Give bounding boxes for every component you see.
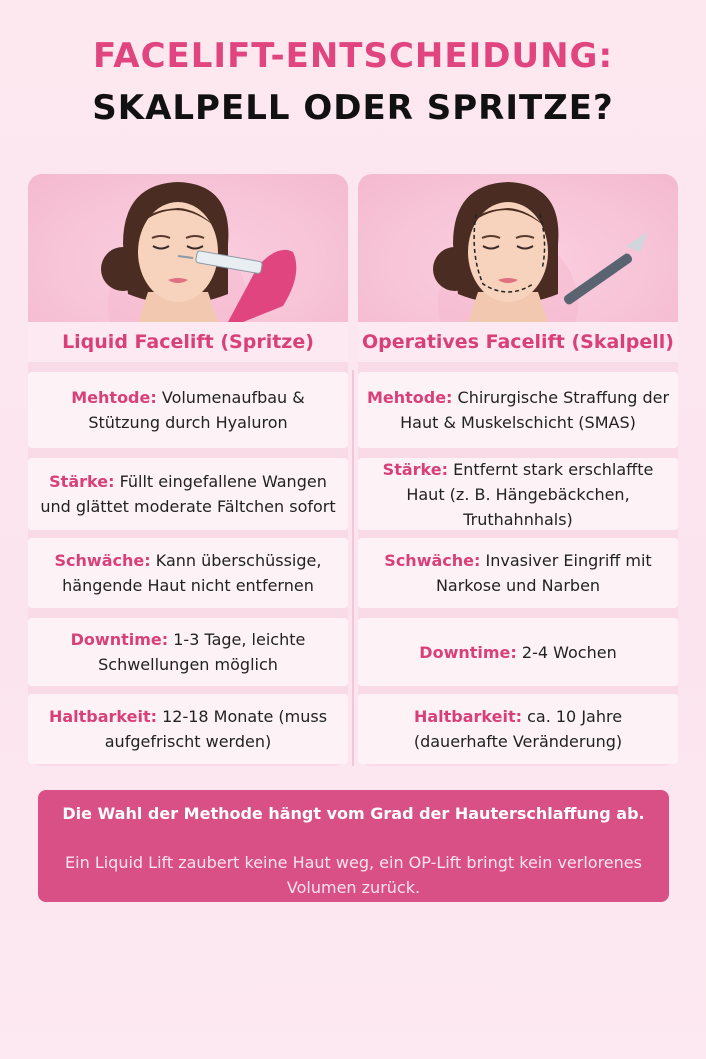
row-label: Stärke: [382, 459, 448, 479]
left-row-weakness [28, 538, 348, 608]
column-divider [352, 370, 354, 766]
woman-scalpel-illustration [358, 174, 678, 322]
surgical-facelift-illustration [358, 174, 678, 322]
left-row-method [28, 372, 348, 448]
row-text: 1-3 Tage, leichte Schwellungen möglich [98, 630, 306, 674]
row-label: Mehtode: [71, 388, 157, 407]
conclusion-text: Ein Liquid Lift zaubert keine Haut weg, ein OP-Lift bringt kein verlorenes Volumen zurück. [65, 853, 642, 897]
row-text: Volumenaufbau & Stützung durch Hyaluron [88, 388, 305, 432]
row-text: Invasiver Eingriff mit Narkose und Narben [435, 551, 652, 595]
woman-injection-illustration [28, 174, 348, 322]
right-row-method [358, 372, 678, 448]
surgical-facelift-column [358, 174, 678, 766]
right-row-weakness [358, 538, 678, 608]
row-text: Kann überschüssige, hängende Haut nicht entfernen [62, 551, 322, 595]
row-text: 12-18 Monate (muss aufgefrischt werden) [104, 707, 328, 751]
left-row-durability [28, 694, 348, 764]
row-text: Entfernt stark erschlaffte Haut (z. B. Hängebäckchen, Truthahnhals) [406, 459, 654, 529]
conclusion-banner [38, 790, 669, 902]
row-text: Füllt eingefallene Wangen und glättet moderate Fältchen sofort [40, 472, 336, 516]
left-row-downtime [28, 618, 348, 686]
row-label: Stärke: [49, 472, 115, 491]
row-label: Downtime: [419, 642, 517, 662]
row-text: Chirurgische Straffung der Haut & Muskelschicht (SMAS) [400, 388, 670, 432]
row-label: Schwäche: [384, 551, 481, 570]
surgical-facelift-heading: Operatives Facelift (Skalpell) [358, 322, 678, 362]
row-label: Mehtode: [366, 388, 453, 407]
row-label: Downtime: [70, 630, 169, 649]
left-row-strength [28, 458, 348, 530]
liquid-facelift-column [28, 174, 348, 766]
conclusion-headline: Die Wahl der Methode hängt vom Grad der Hauterschlaffung ab. [62, 804, 645, 823]
title-line-2: SKALPELL ODER SPRITZE? [92, 88, 614, 128]
right-row-durability [358, 694, 678, 764]
right-row-strength [358, 458, 678, 530]
row-text: ca. 10 Jahre (dauerhafte Veränderung) [413, 707, 623, 751]
row-label: Haltbarkeit: [48, 707, 157, 726]
row-text: 2-4 Wochen [521, 642, 617, 662]
row-label: Schwäche: [54, 551, 151, 570]
row-label: Haltbarkeit: [413, 707, 522, 726]
liquid-facelift-illustration [28, 174, 348, 322]
liquid-facelift-heading: Liquid Facelift (Spritze) [28, 322, 348, 362]
title-line-1: FACELIFT-ENTSCHEIDUNG: [92, 36, 614, 76]
right-row-downtime [358, 618, 678, 686]
